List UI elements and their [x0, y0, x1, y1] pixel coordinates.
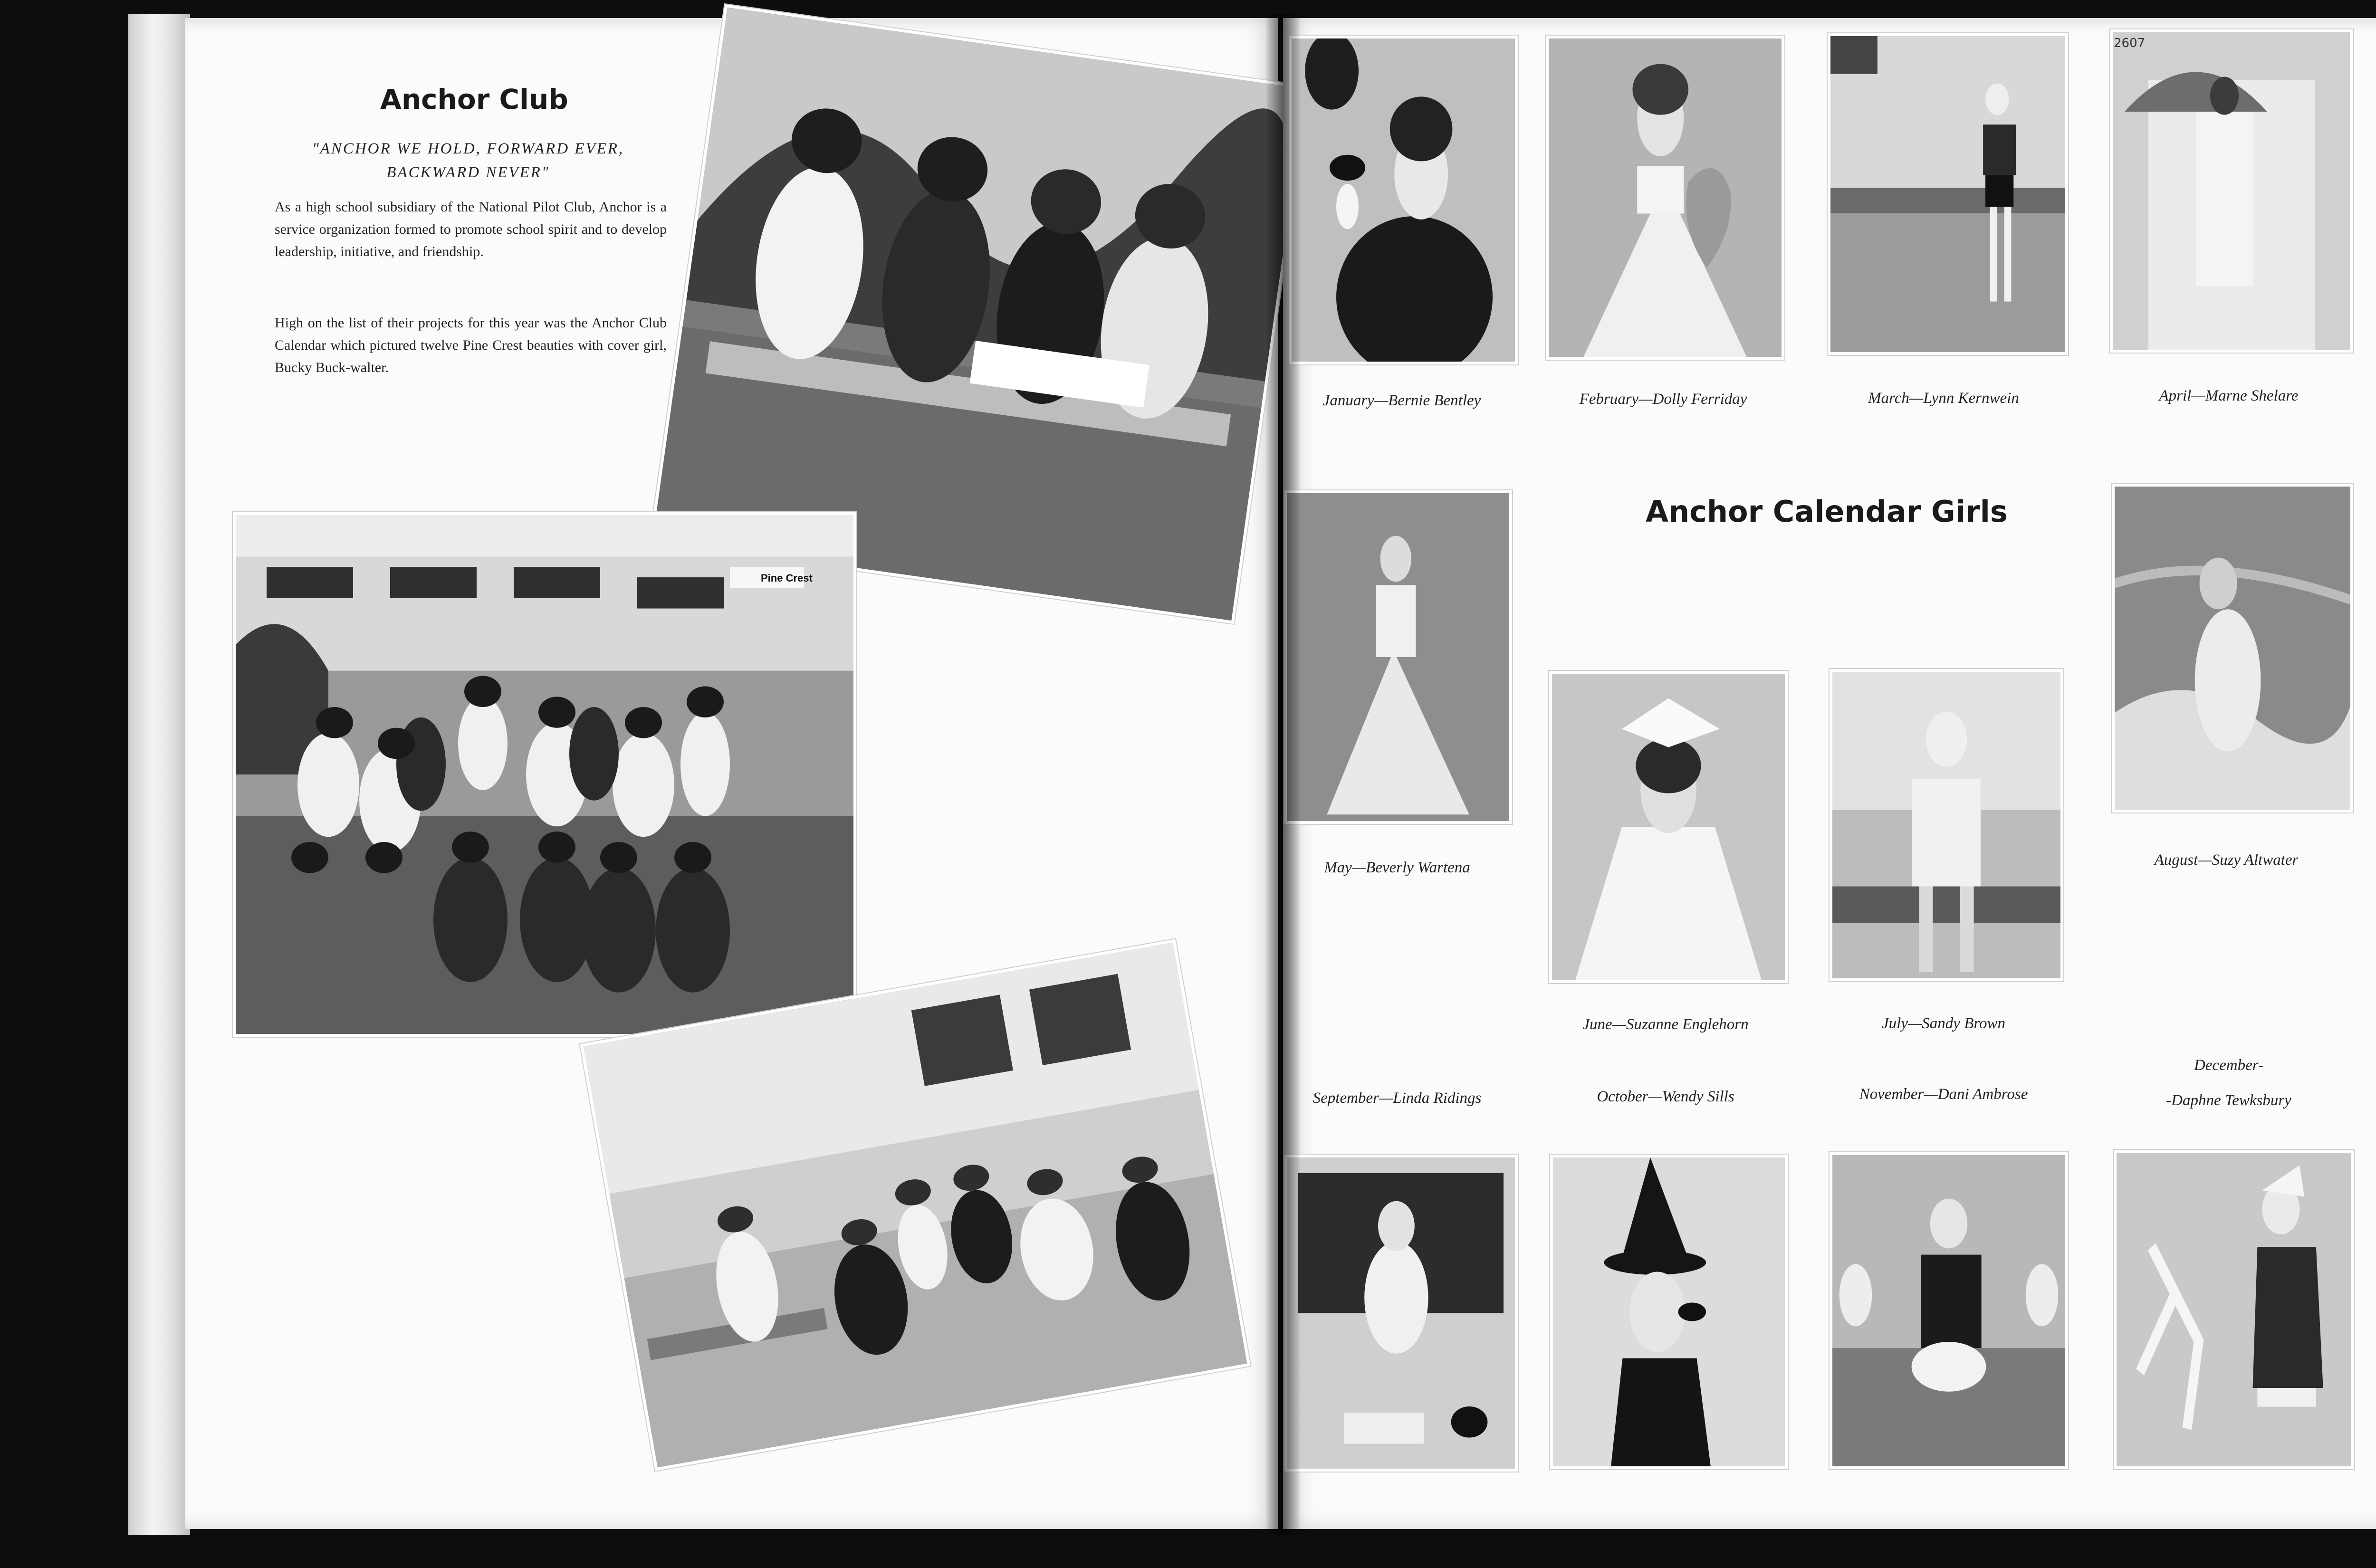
calendar-project-paragraph: High on the list of their projects for this year was the Anchor Club Calendar which pictured twelve Pine Crest beauties with cover girl, Bucky Buck-walter. — [275, 315, 667, 375]
photo-may — [1284, 490, 1512, 824]
book-cover-edge-left — [128, 14, 190, 1535]
caption-january: January—Bernie Bentley — [1322, 392, 1481, 409]
club-motto — [266, 137, 670, 184]
photo-november — [1830, 1152, 2068, 1469]
caption-february: February—Dolly Ferriday — [1579, 391, 1747, 408]
caption-april: April—Marne Shelare — [2159, 387, 2299, 404]
caption-december — [2110, 1048, 2347, 1118]
page-title-calendar-girls: Anchor Calendar Girls — [1646, 494, 2008, 529]
photo-july — [1830, 669, 2063, 981]
book-gutter — [1266, 14, 1300, 1535]
door-number: 2607 — [2114, 36, 2146, 50]
caption-november: November—Dani Ambrose — [1859, 1086, 2028, 1103]
caption-march: March—Lynn Kernwein — [1868, 390, 2019, 407]
motto-line-2: BACKWARD NEVER" — [386, 164, 550, 181]
caption-june: June—Suzanne Englehorn — [1582, 1016, 1749, 1033]
photo-june — [1549, 671, 1788, 983]
caption-december-line-2: -Daphne Tewksbury — [2166, 1092, 2291, 1109]
caption-september: September—Linda Ridings — [1313, 1090, 1482, 1107]
photo-february — [1546, 36, 1784, 360]
caption-july: July—Sandy Brown — [1882, 1015, 2005, 1032]
photo-april — [2110, 29, 2353, 353]
photo-september — [1284, 1155, 1518, 1472]
photo-august — [2112, 484, 2353, 813]
caption-august: August—Suzy Altwater — [2154, 851, 2299, 869]
photo-club-group-portrait — [233, 512, 856, 1037]
caption-october: October—Wendy Sills — [1597, 1088, 1734, 1105]
photo-january — [1289, 36, 1518, 364]
photo-march — [1828, 33, 2068, 355]
caption-may: May—Beverly Wartena — [1324, 859, 1470, 876]
photo-october — [1550, 1155, 1788, 1469]
caption-december-line-1: December- — [2194, 1057, 2263, 1074]
school-sign-text: Pine Crest — [761, 572, 813, 584]
photo-december — [2114, 1150, 2354, 1469]
page-title-anchor-club: Anchor Club — [380, 83, 568, 115]
club-description-paragraph: As a high school subsidiary of the National Pilot Club, Anchor is a service organization formed to promote school spirit and to develop leadership, initiative, and friendship. — [275, 199, 667, 259]
motto-line-1: "ANCHOR WE HOLD, FORWARD EVER, — [312, 140, 624, 157]
